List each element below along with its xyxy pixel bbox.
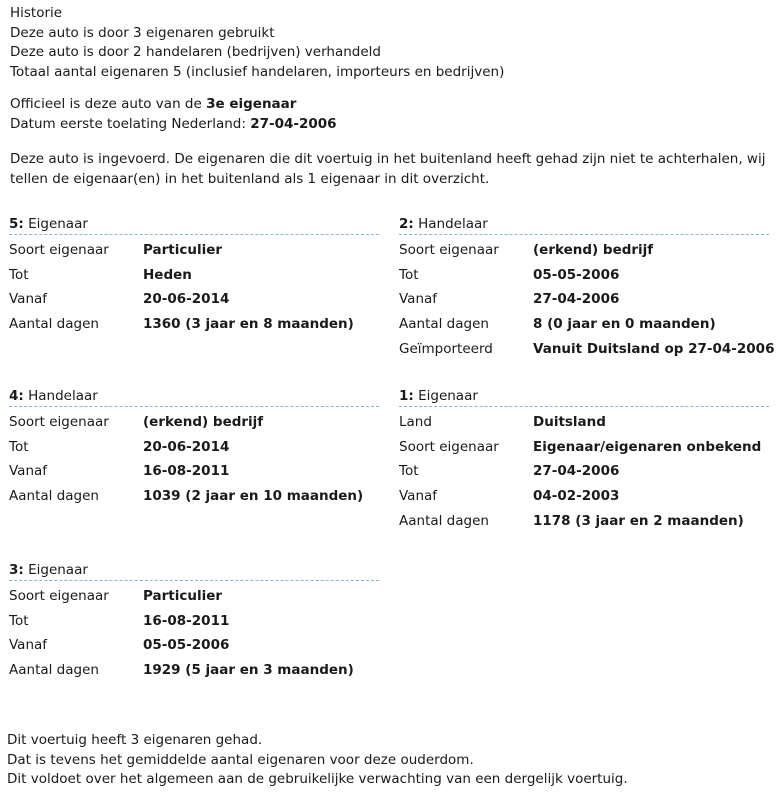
detail-value: 27-04-2006 — [533, 463, 620, 480]
imported-note: Deze auto is ingevoerd. De eigenaren die dit voertuig in het buitenland heeft gehad zijn niet te achterhalen, wij tellen de eigenaar(en) in het buitenland als 1 eigenaar in dit overzicht. — [10, 151, 766, 187]
detail-value: 1360 (3 jaar en 8 maanden) — [143, 316, 354, 333]
owner-card-header — [399, 214, 769, 235]
owner-card-number: 3: — [9, 562, 24, 578]
history-section — [10, 4, 504, 82]
detail-row — [9, 584, 379, 609]
detail-row — [9, 633, 379, 658]
detail-value: 27-04-2006 — [533, 291, 620, 308]
detail-label: Aantal dagen — [9, 662, 99, 679]
owner-card-header — [9, 560, 379, 581]
detail-label: Vanaf — [9, 463, 48, 480]
owner-card-3 — [9, 560, 379, 683]
official-date-value: 27-04-2006 — [250, 115, 337, 132]
detail-value: 1039 (2 jaar en 10 maanden) — [143, 488, 364, 505]
history-heading: Historie — [10, 5, 63, 21]
detail-value: 16-08-2011 — [143, 463, 230, 480]
detail-row — [399, 337, 775, 362]
detail-label: Tot — [399, 266, 419, 283]
detail-value: 8 (0 jaar en 0 maanden) — [533, 316, 716, 333]
history-line-total: Totaal aantal eigenaren 5 (inclusief handelaren, importeurs en bedrijven) — [10, 63, 505, 80]
owner-card-header — [9, 214, 379, 235]
detail-label: Aantal dagen — [9, 488, 99, 505]
detail-row — [399, 238, 769, 263]
detail-value: 05-05-2006 — [143, 637, 230, 654]
detail-value: 05-05-2006 — [533, 266, 620, 283]
detail-row — [399, 435, 769, 460]
owner-card-number: 1: — [399, 388, 414, 404]
owner-card-4 — [9, 386, 379, 509]
summary-line-expectation: Dit voldoet over het algemeen aan de gebruikelijke verwachting van een dergelijk voertuig. — [7, 771, 628, 787]
detail-label: Vanaf — [399, 488, 438, 505]
official-date-prefix: Datum eerste toelating Nederland: — [10, 115, 251, 132]
owner-card-5 — [9, 214, 379, 337]
detail-value: Heden — [143, 266, 192, 283]
detail-row — [399, 312, 769, 337]
detail-row — [399, 263, 769, 288]
detail-value: 16-08-2011 — [143, 612, 230, 629]
detail-label: Soort eigenaar — [9, 414, 109, 430]
detail-row — [399, 287, 769, 312]
detail-row — [9, 410, 379, 435]
detail-row — [399, 484, 769, 509]
owner-card-header — [9, 386, 379, 407]
detail-label: Vanaf — [399, 291, 438, 308]
detail-row — [9, 287, 379, 312]
detail-value: Duitsland — [533, 414, 606, 430]
owner-card-type: Eigenaar — [23, 216, 88, 232]
owner-card-number: 2: — [399, 216, 414, 232]
detail-value: 1929 (5 jaar en 3 maanden) — [143, 662, 354, 679]
owner-card-header — [399, 386, 769, 407]
detail-label: Soort eigenaar — [399, 242, 499, 258]
detail-row — [9, 312, 379, 337]
detail-value: Particulier — [143, 242, 223, 258]
detail-value: (erkend) bedrijf — [143, 414, 264, 430]
detail-value: 20-06-2014 — [143, 291, 230, 308]
detail-label: Aantal dagen — [399, 512, 489, 529]
detail-label: Aantal dagen — [9, 316, 99, 333]
detail-label: Land — [399, 414, 432, 430]
official-date-line — [10, 115, 337, 135]
detail-value: Eigenaar/eigenaren onbekend — [533, 438, 762, 455]
detail-row — [399, 459, 769, 484]
detail-row — [9, 263, 379, 288]
detail-row — [399, 410, 769, 435]
owner-card-type: Handelaar — [413, 216, 488, 232]
detail-row — [9, 435, 379, 460]
detail-label: Soort eigenaar — [9, 588, 109, 604]
detail-label: Tot — [9, 266, 29, 283]
detail-value: Particulier — [143, 588, 223, 604]
detail-value: 1178 (3 jaar en 2 maanden) — [533, 512, 744, 529]
detail-row — [9, 459, 379, 484]
detail-label: Tot — [399, 463, 419, 480]
summary-line-average: Dat is tevens het gemiddelde aantal eigenaren voor deze ouderdom. — [7, 751, 474, 768]
detail-row — [9, 658, 379, 683]
official-owner-value: 3e eigenaar — [206, 96, 297, 112]
detail-label: Geïmporteerd — [399, 340, 493, 357]
detail-label: Soort eigenaar — [9, 242, 109, 258]
detail-label: Aantal dagen — [399, 316, 489, 333]
owner-card-number: 4: — [9, 388, 24, 404]
owner-card-type: Eigenaar — [413, 388, 478, 404]
detail-row — [9, 484, 379, 509]
detail-value: Vanuit Duitsland op 27-04-2006 — [533, 340, 775, 357]
owner-card-type: Handelaar — [23, 388, 98, 404]
history-line-owners: Deze auto is door 3 eigenaren gebruikt — [10, 24, 275, 41]
official-owner-prefix: Officieel is deze auto van de — [10, 96, 207, 112]
owner-card-type: Eigenaar — [23, 562, 88, 578]
summary-section — [7, 731, 628, 790]
owner-card-number: 5: — [9, 216, 24, 232]
owner-card-2 — [399, 214, 775, 361]
detail-value: 20-06-2014 — [143, 438, 230, 455]
detail-label: Soort eigenaar — [399, 438, 499, 455]
owner-card-1 — [399, 386, 769, 533]
detail-value: (erkend) bedrijf — [533, 242, 654, 258]
history-line-dealers: Deze auto is door 2 handelaren (bedrijven) verhandeld — [10, 44, 381, 60]
official-owner-line — [10, 95, 337, 115]
detail-row — [399, 509, 769, 534]
detail-label: Tot — [9, 438, 29, 455]
detail-label: Vanaf — [9, 637, 48, 654]
official-section — [10, 95, 337, 134]
detail-label: Tot — [9, 612, 29, 629]
summary-line-owners: Dit voertuig heeft 3 eigenaren gehad. — [7, 732, 263, 748]
detail-value: 04-02-2003 — [533, 488, 620, 505]
detail-label: Vanaf — [9, 291, 48, 308]
detail-row — [9, 609, 379, 634]
detail-row — [9, 238, 379, 263]
